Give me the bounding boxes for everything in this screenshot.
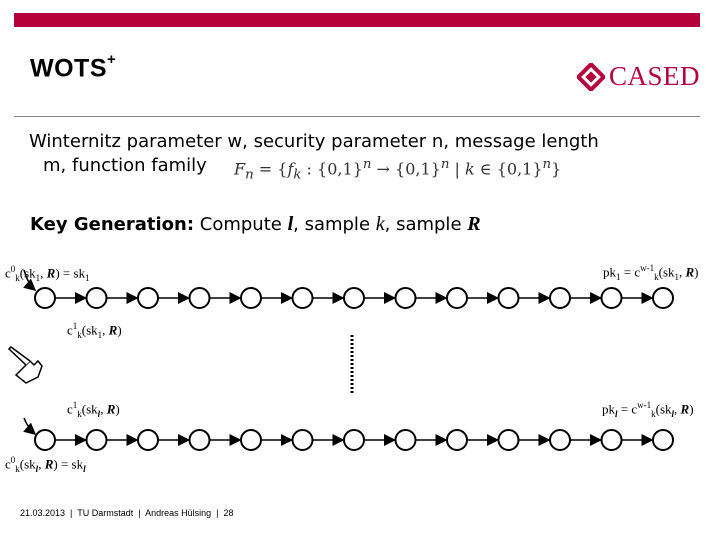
chain-l-node-9 bbox=[499, 430, 519, 450]
chain-l-node-1 bbox=[87, 430, 107, 450]
chain-1-node-9 bbox=[499, 288, 519, 308]
chain-l-node-6 bbox=[344, 430, 364, 450]
pointing-hand-icon bbox=[9, 347, 42, 383]
chain-1-node-12 bbox=[653, 288, 673, 308]
description-line-2: m, function family bbox=[43, 155, 207, 176]
chain-l-node-0 bbox=[35, 430, 55, 450]
chain-l-node-8 bbox=[447, 430, 467, 450]
chain-1-node-3 bbox=[190, 288, 210, 308]
chain-1-node-10 bbox=[550, 288, 570, 308]
chain-1-node-2 bbox=[138, 288, 158, 308]
chain-1-node-5 bbox=[293, 288, 313, 308]
slide-title: WOTS+ bbox=[30, 51, 117, 83]
chain-l-node-11 bbox=[602, 430, 622, 450]
chain-l-node-4 bbox=[241, 430, 261, 450]
chain-1-node-0 bbox=[35, 288, 55, 308]
logo-text: CASED bbox=[609, 61, 701, 91]
label-chain1-end: $pk_1 = c^{w-1}_k(sk_1$, R) bbox=[603, 263, 699, 282]
chain-1-node-11 bbox=[602, 288, 622, 308]
label-chainl-start: $c^0_k(sk_l$, $R) = sk_l$ bbox=[5, 455, 86, 474]
chain-l-node-3 bbox=[190, 430, 210, 450]
chain-l-node-12 bbox=[653, 430, 673, 450]
label-chain1-start: $c^0_k(sk_1$, $R) = sk_1$ bbox=[5, 264, 90, 283]
chain-l bbox=[35, 430, 673, 450]
label-chainl-step1: $c^1_k(sk_l$, R) bbox=[67, 400, 120, 419]
chain-1-node-4 bbox=[241, 288, 261, 308]
footer: 21.03.2013 | TU Darmstadt | Andreas Hülsing | 28 bbox=[20, 508, 234, 518]
description-line-1: Winternitz parameter w, security parameter n, message length bbox=[29, 131, 599, 152]
chain-l-node-2 bbox=[138, 430, 158, 450]
chain-1-node-6 bbox=[344, 288, 364, 308]
chain-1-entry-arrow bbox=[24, 270, 35, 290]
key-generation-line: Key Generation: Compute l, sample k, sample R bbox=[30, 213, 481, 235]
chain-1-node-1 bbox=[87, 288, 107, 308]
chain-1 bbox=[35, 288, 673, 308]
chain-l-entry-arrow bbox=[24, 418, 35, 434]
chain-1-node-7 bbox=[396, 288, 416, 308]
label-chain1-step1: $c^1_k(sk_1$, R) bbox=[67, 321, 122, 340]
chain-1-node-8 bbox=[447, 288, 467, 308]
chain-l-node-7 bbox=[396, 430, 416, 450]
label-chainl-end: $pk_l = c^{w-1}_k(sk_l$, R) bbox=[602, 400, 694, 419]
function-family-formula: $F_n = \{f_k$ : $\{0,1\}^n \to \{0,1\}^n$ | k ∈ $\{0,1\}^n$} bbox=[234, 157, 562, 183]
chain-l-node-10 bbox=[550, 430, 570, 450]
chain-l-node-5 bbox=[293, 430, 313, 450]
